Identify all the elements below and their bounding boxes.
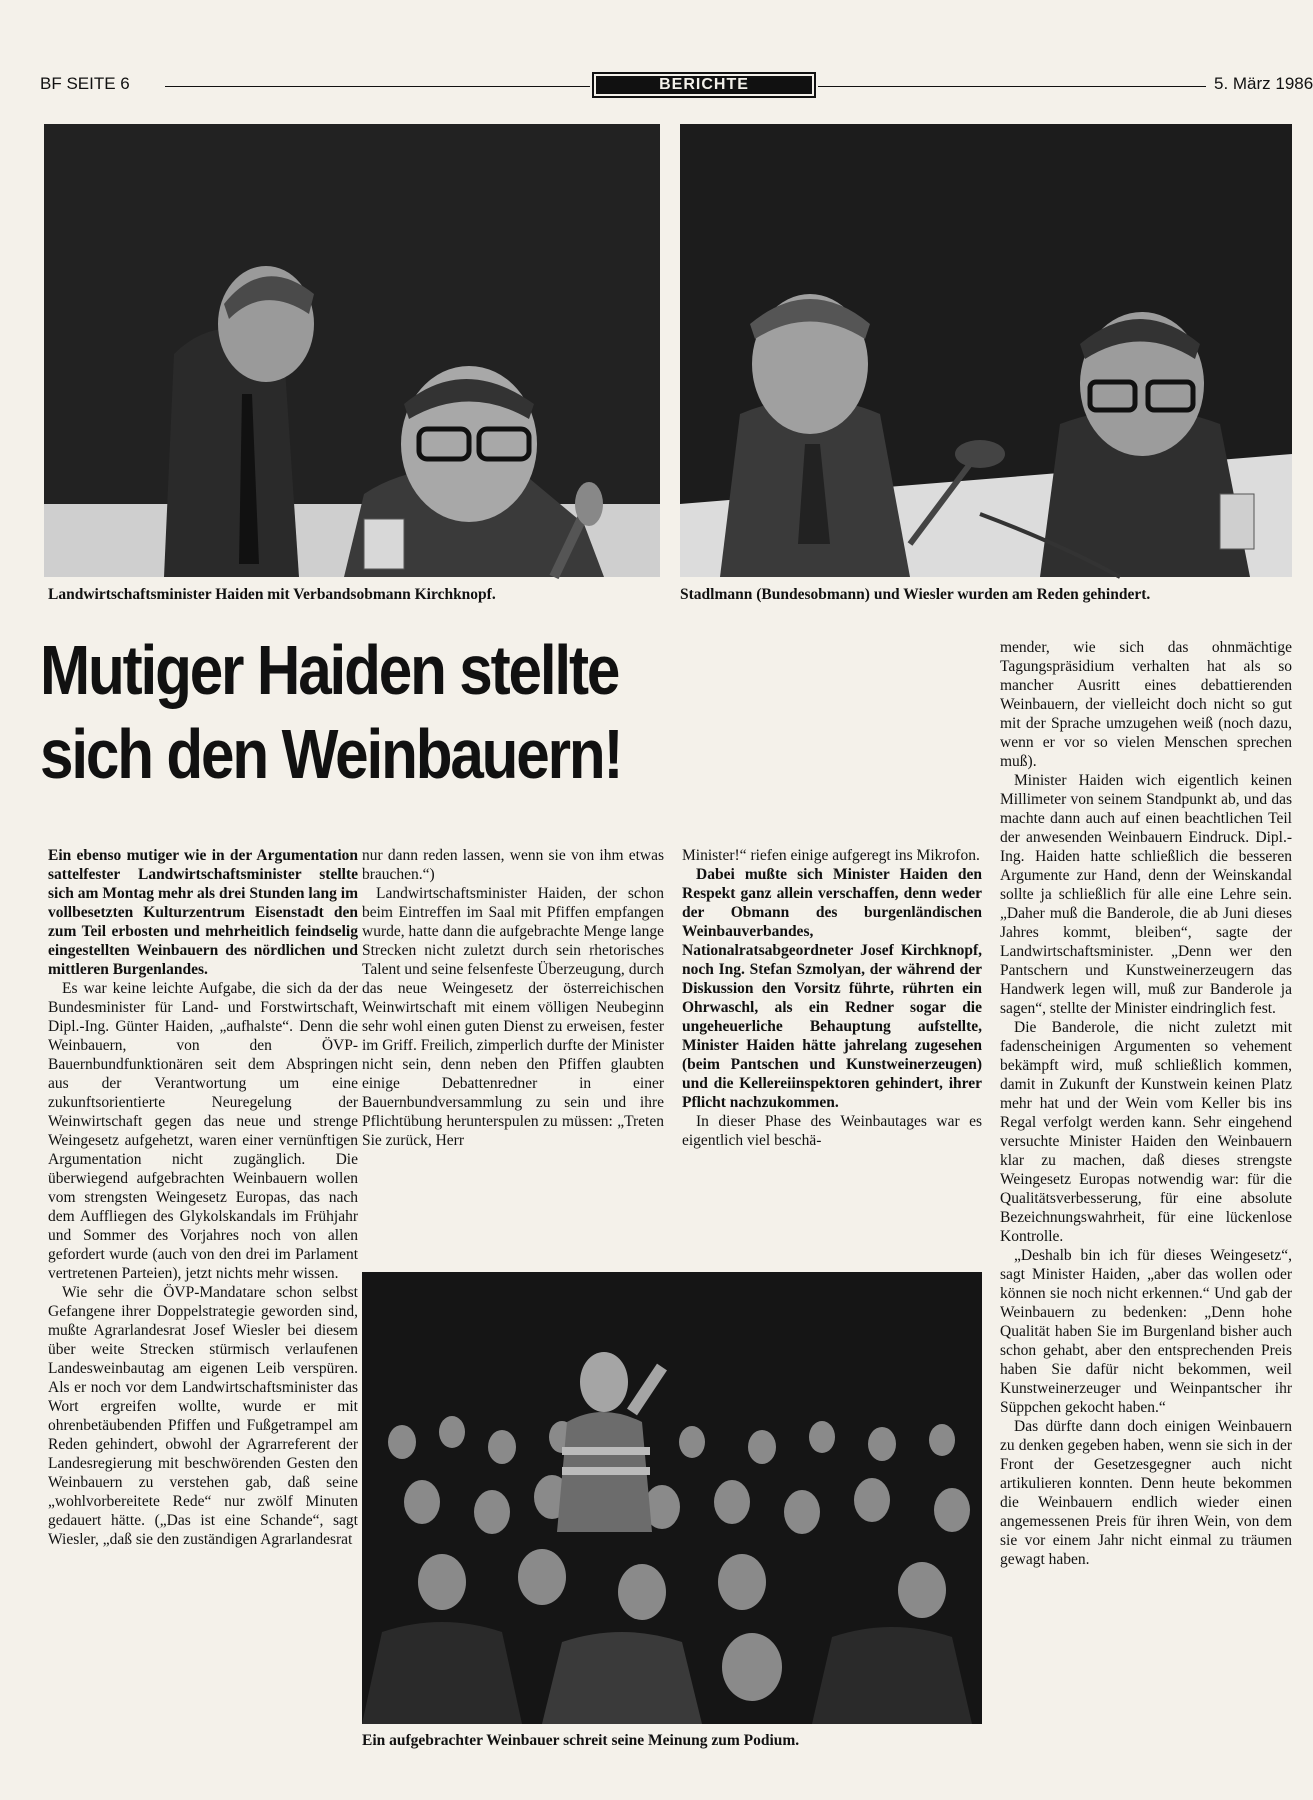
article-paragraph-bold: Dabei mußte sich Minister Haiden den Respekt ganz allein verschaffen, denn weder der Obmann des burgenländischen Weinbauverbandes, Nationalratsabgeordneter Josef Kirchknopf, noch Ing. Stefan Szmolyan, der während der Diskussion den Vorsitz führte, rührten ein Ohrwaschl, als ein Redner sogar die ungeheuerliche Behauptung aufstellte, Minister Haiden hätte jahrelang zugesehen (beim Pantschen und Kunstweinerzeugen) und die Kellereiinspektoren gehindert, ihrer Pflicht nachzukommen. bbox=[682, 866, 982, 1111]
article-paragraph: nur dann reden lassen, wenn sie von ihm etwas brauchen.“) bbox=[362, 847, 664, 883]
article-paragraph: mender, wie sich das ohnmächtige Tagungspräsidium verhalten hat als so mancher Ausritt eines debattierenden Weinbauern, der vielleicht doch nicht so gut mit der Sprache umzugehen weiß (noch dazu, wenn er vor so vielen Menschen sprechen muß). bbox=[1000, 639, 1292, 770]
photo-haiden-kirchknopf bbox=[44, 124, 660, 577]
article-paragraph: Es war keine leichte Aufgabe, die sich da der Bundesminister für Land- und Forstwirtschaft, Dipl.-Ing. Günter Haiden, „aufhalste“. Denn die Weinbauern, von den ÖVP-Bauernbundfunktionären seit dem Abspringen aus der Verantwortung um eine zukunftsorientierte Neuregelung der Weinwirtschaft gegen das neue und strenge Weingesetz aufgehetzt, waren einer vernünftigen Argumentation nicht zugänglich. Die überwiegend aufgebrachten Weinbauern wollen vom strengsten Weingesetz Europas, das nach dem Auffliegen des Glykolskandals im Frühjahr und Sommer des Vorjahres noch von allen gefordert wurde (auch von den drei im Parlament vertretenen Parteien), jetzt nichts mehr wissen. bbox=[48, 980, 358, 1282]
caption-bottom: Ein aufgebrachter Weinbauer schreit seine Meinung zum Podium. bbox=[362, 1732, 800, 1749]
article-lead: Ein ebenso mutiger wie in der Argumentation sattelfester Landwirtschaftsminister stellte sich am Montag mehr als drei Stunden lang im vollbesetzten Kulturzentrum Eisenstadt den zum Teil erbosten und mehrheitlich feindselig eingestellten Weinbauern des nördlichen und mittleren Burgenlandes. bbox=[48, 847, 358, 978]
photo-audience bbox=[362, 1272, 982, 1724]
article-paragraph: Das dürfte dann doch einigen Weinbauern zu denken gegeben haben, wenn sie sich in der Front der Gesetzesgegner auch nicht artikulieren konnten. Denn heute bekommen die Weinbauern endlich wieder einen angemessenen Preis für ihren Wein, von dem sie vor einem Jahr nicht einmal zu träumen gewagt haben. bbox=[1000, 1418, 1292, 1568]
photo-stadlmann-wiesler bbox=[680, 124, 1292, 577]
article-column-3 bbox=[682, 846, 982, 1246]
caption-top-right: Stadlmann (Bundesobmann) und Wiesler wurden am Reden gehindert. bbox=[680, 586, 1151, 603]
header-rule-left bbox=[165, 86, 590, 87]
article-paragraph: Die Banderole, die nicht zuletzt mit fadenscheinigen Argumenten so vehement bekämpft wird, muß schließlich kommen, damit in Zukunft der Kunstwein keinen Platz mehr hat und der Wein vom Keller bis ins Regal verfolgt werden kann. Sehr eingehend versuchte Minister Haiden den Weinbauern klar zu machen, daß dieses strengste Weingesetz Europas notwendig war: für die Qualitätsverbesserung, für eine absolute Bezeichnungswahrheit, für eine lückenlose Kontrolle. bbox=[1000, 1019, 1292, 1245]
page-number: BF SEITE 6 bbox=[40, 74, 130, 93]
article-headline bbox=[40, 628, 797, 796]
section-label bbox=[592, 72, 816, 98]
page-header bbox=[40, 70, 1313, 100]
article-paragraph: In dieser Phase des Weinbautages war es eigentlich viel beschä- bbox=[682, 1113, 982, 1149]
article-paragraph: „Deshalb bin ich für dieses Weingesetz“, sagt Minister Haiden, „aber das wollen oder können sie noch nicht erkennen.“ Und gab der Weinbauern zu bedenken: „Denn hohe Qualität haben Sie im Burgenland bisher auch schon gehabt, aber den entsprechenden Preis haben Sie dafür nicht bekommen, weil Kunstweinerzeuger und Weinpantscher ihr Süppchen gekocht haben.“ bbox=[1000, 1247, 1292, 1416]
headline-line-2: sich den Weinbauern! bbox=[40, 715, 622, 793]
section-label-text: BERICHTE bbox=[596, 76, 812, 94]
article-column-2 bbox=[362, 846, 664, 1246]
article-column-1 bbox=[48, 846, 358, 1724]
article-paragraph: Wie sehr die ÖVP-Mandatare schon selbst Gefangene ihrer Doppelstrategie geworden sind, mußte Agrarlandesrat Josef Wiesler bei diesem über weite Strecken stürmisch verlaufenen Landesweinbautag am eigenen Leib verspüren. Als er noch vor dem Landwirtschaftsminister das Wort ergreifen wollte, wurde er mit ohrenbetäubenden Pfiffen und Fußgetrampel am Reden gehindert, obwohl der Agrarreferent der Landesregierung mit beschwörenden Gesten den Weinbauern zu verstehen gab, daß seine „wohlvorbereitete Rede“ nur zwölf Minuten gedauert hätte. („Das ist eine Schande“, sagt Wiesler, „daß sie den zuständigen Agrarlandesrat bbox=[48, 1284, 358, 1548]
issue-date: 5. März 1986 bbox=[1214, 74, 1313, 93]
header-rule-right bbox=[818, 86, 1206, 87]
article-paragraph: Landwirtschaftsminister Haiden, der schon beim Eintreffen im Saal mit Pfiffen empfangen wurde, hatte dann die aufgebrachte Menge lange Strecken nicht zuletzt durch sein rhetorisches Talent und seine felsenfeste Überzeugung, durch das neue Weingesetz der österreichischen Weinwirtschaft mit einem völligen Neubeginn sehr wohl einen guten Dienst zu erweisen, fester im Griff. Freilich, zimperlich durfte der Minister nicht sein, denn neben den Pfiffen glaubten einige Debattenredner in einer Bauernbundversammlung zu sein und ihre Pflichtübung herunterspulen zu müssen: „Treten Sie zurück, Herr bbox=[362, 885, 664, 1149]
article-paragraph: Minister Haiden wich eigentlich keinen Millimeter von seinem Standpunkt ab, und das machte dann auch auf einen beachtlichen Teil der anwesenden Weinbauern Eindruck. Dipl.-Ing. Haiden hatte schließlich die besseren Argumente zur Hand, denn der Weinskandal sollte ja schließlich für alle eine Lehre sein. „Daher muß die Banderole, die ab Juni dieses Jahres kommt, bleiben“, sagte der Landwirtschaftsminister. „Denn wer den Pantschern und Kunstweinerzeugern das Handwerk legen will, muß zur Banderole ja sagen“, stellte der Minister eindringlich fest. bbox=[1000, 772, 1292, 1017]
caption-top-left: Landwirtschaftsminister Haiden mit Verbandsobmann Kirchknopf. bbox=[48, 586, 496, 603]
article-paragraph: Minister!“ riefen einige aufgeregt ins Mikrofon. bbox=[682, 847, 980, 864]
headline-line-1: Mutiger Haiden stellte bbox=[40, 631, 619, 709]
article-column-4 bbox=[1000, 638, 1292, 1766]
